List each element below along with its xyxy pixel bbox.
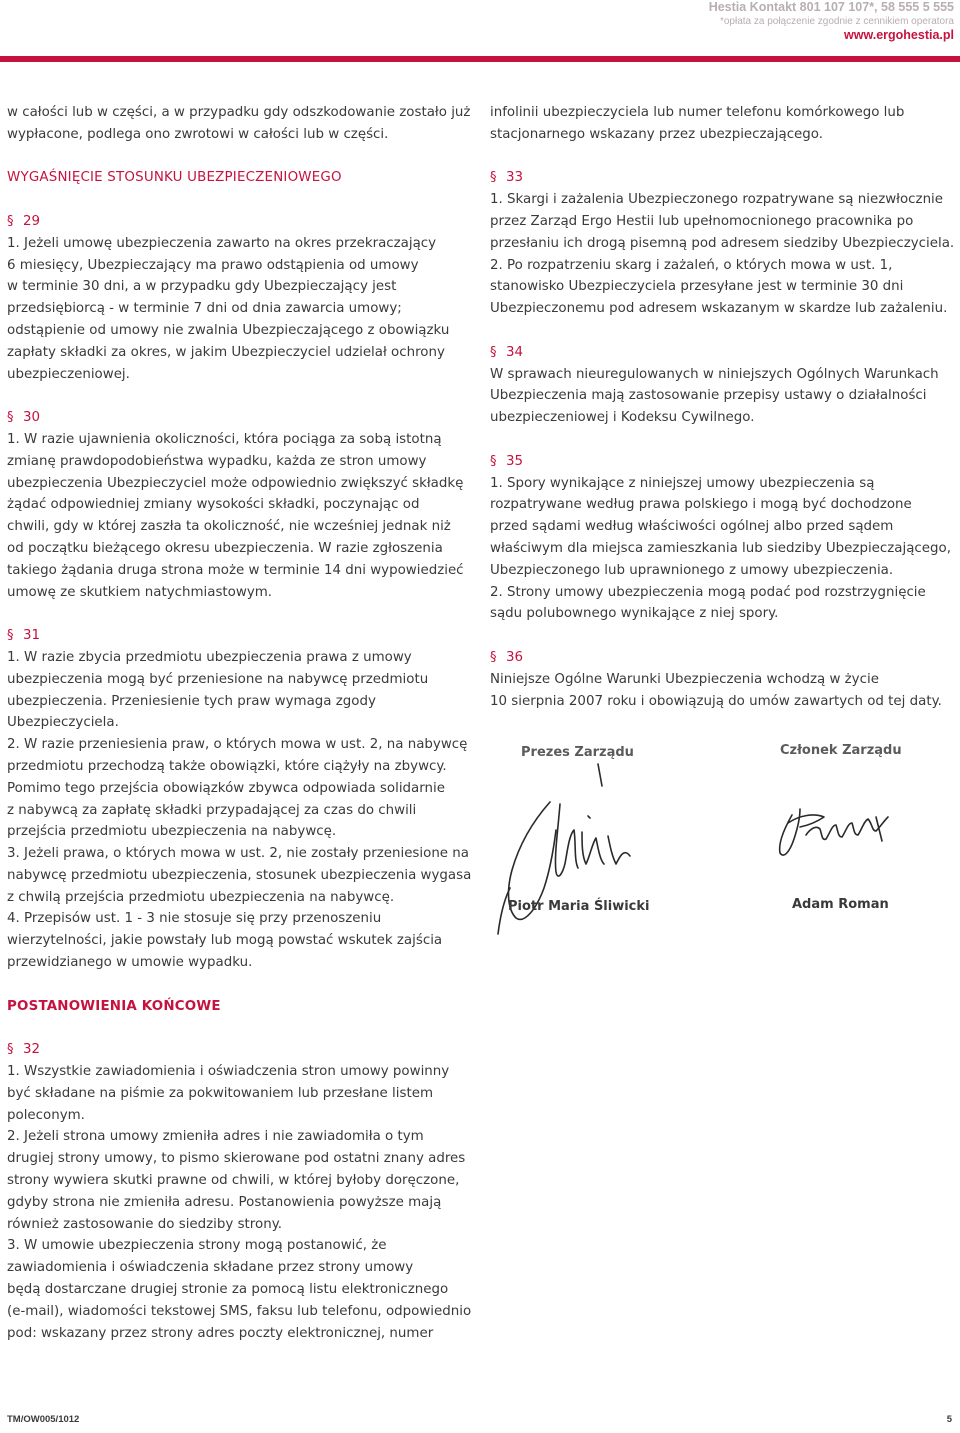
text-line: 6 miesięcy, Ubezpieczający ma prawo odstąpienia od umowy bbox=[7, 257, 419, 273]
paragraph-32-heading bbox=[7, 1039, 477, 1061]
text-line: zawiadomienia i oświadczenia składane przez strony umowy bbox=[7, 1260, 414, 1276]
paragraph-33-text bbox=[490, 189, 960, 320]
paragraph-31-text bbox=[7, 647, 477, 974]
paragraph-35-heading bbox=[490, 451, 960, 473]
paragraph-30-text bbox=[7, 429, 477, 603]
text-line: 3. W umowie ubezpieczenia strony mogą postanowić, że bbox=[7, 1238, 387, 1254]
section-title-final: POSTANOWIENIA KOŃCOWE bbox=[7, 998, 221, 1014]
text-line: przed sądami według właściwości ogólnej albo przed sądem bbox=[490, 519, 894, 535]
text-line: właściwym dla miejsca zamieszkania lub siedziby Ubezpieczającego, bbox=[490, 540, 951, 556]
hotline-text: Hestia Kontakt 801 107 107*, 58 555 5 555 bbox=[708, 0, 954, 14]
text-line: pod: wskazany przez strony adres poczty elektronicznej, numer bbox=[7, 1325, 434, 1341]
text-line: 1. Wszystkie zawiadomienia i oświadczenia stron umowy powinny bbox=[7, 1064, 450, 1080]
paragraph-35-text bbox=[490, 473, 960, 626]
text-line: drugiej strony umowy, to pismo skierowane pod ostatni znany adres bbox=[7, 1151, 466, 1167]
paragraph-32-text bbox=[7, 1061, 477, 1344]
text-line: nabywcę przedmiotu ubezpieczenia, stosunek ubezpieczenia wygasa bbox=[7, 867, 472, 883]
paragraph-34-heading bbox=[490, 342, 960, 364]
text-line: od początku bieżącego okresu ubezpieczenia. W razie zgłoszenia bbox=[7, 540, 443, 556]
text-line: z nabywcą za zapłatę składki przypadającej za czas do chwili bbox=[7, 802, 417, 818]
text-line: 1. W razie ujawnienia okoliczności, która pociąga za sobą istotną bbox=[7, 431, 442, 447]
paragraph-30-number: 30 bbox=[23, 410, 41, 426]
text-line: w terminie 30 dni, a w przypadku gdy Ubezpieczający jest bbox=[7, 279, 397, 295]
section-sign-icon: § bbox=[7, 410, 14, 426]
text-line: 1. Jeżeli umowę ubezpieczenia zawarto na okres przekraczający bbox=[7, 235, 437, 251]
section-sign-icon: § bbox=[490, 649, 497, 665]
text-line: gdyby strona nie zmieniła adresu. Postanowienia powyższe mają bbox=[7, 1194, 442, 1210]
signature-name-board-member: Adam Roman bbox=[792, 897, 889, 912]
paragraph-34-number: 34 bbox=[506, 344, 524, 360]
text-line: 2. Strony umowy ubezpieczenia mogą podać pod rozstrzygnięcie bbox=[490, 584, 926, 600]
paragraph-36-heading bbox=[490, 647, 960, 669]
text-line: przedmiotu przechodzą także obowiązki, które ciążyły na zbywcy. bbox=[7, 758, 447, 774]
text-line: ubezpieczenia mogą być przeniesione na nabywcę przedmiotu bbox=[7, 671, 429, 687]
text-line: stanowisko Ubezpieczyciela przesyłane jest w terminie 30 dni bbox=[490, 279, 904, 295]
text-line: żądać odpowiedniej zmiany wysokości składki, poczynając od bbox=[7, 497, 420, 513]
text-line: Ubezpieczyciela. bbox=[7, 715, 119, 731]
text-line: 4. Przepisów ust. 1 - 3 nie stosuje się przy przenoszeniu bbox=[7, 911, 382, 927]
text-line: w całości lub w części, a w przypadku gdy odszkodowanie zostało już bbox=[7, 105, 471, 120]
text-line: przez Zarząd Ergo Hestii lub upełnomocnionego pracownika po bbox=[490, 213, 914, 229]
paragraph-29-heading bbox=[7, 211, 477, 233]
text-line: rozpatrywane według prawa polskiego i mogą być dochodzone bbox=[490, 497, 912, 513]
text-line: ubezpieczenia. Przeniesienie tych praw wymaga zgody bbox=[7, 693, 376, 709]
text-line: Pomimo tego przejścia obowiązków zbywca odpowiada solidarnie bbox=[7, 780, 445, 796]
document-code: TM/OW005/1012 bbox=[7, 1414, 80, 1425]
right-intro bbox=[490, 102, 960, 146]
signature-title-president: Prezes Zarządu bbox=[521, 745, 634, 760]
text-line: takiego żądania druga strona może w terminie 14 dni wypowiedzieć bbox=[7, 562, 464, 578]
text-line: zapłaty składki za okres, w jakim Ubezpieczyciel udzielał ochrony bbox=[7, 344, 445, 360]
section-sign-icon: § bbox=[490, 170, 497, 186]
text-line: Niniejsze Ogólne Warunki Ubezpieczenia wchodzą w życie bbox=[490, 671, 879, 687]
paragraph-31-number: 31 bbox=[23, 628, 41, 644]
paragraph-36-text bbox=[490, 669, 960, 713]
text-line: przewidzianego w umowie wypadku. bbox=[7, 955, 253, 971]
paragraph-29-text bbox=[7, 233, 477, 386]
signature-board-member-image bbox=[770, 795, 900, 865]
text-line: infolinii ubezpieczyciela lub numer telefonu komórkowego lub bbox=[490, 105, 905, 120]
paragraph-30-heading bbox=[7, 407, 477, 429]
section-sign-icon: § bbox=[7, 213, 14, 229]
text-line: umowę ze skutkiem natychmiastowym. bbox=[7, 584, 273, 600]
paragraph-29-number: 29 bbox=[23, 213, 41, 229]
text-line: również zastosowanie do siedziby strony. bbox=[7, 1216, 282, 1232]
text-line: 1. W razie zbycia przedmiotu ubezpieczenia prawa z umowy bbox=[7, 649, 412, 665]
text-line: 3. Jeżeli prawa, o których mowa w ust. 2, nie zostały przeniesione na bbox=[7, 846, 469, 862]
text-line: ubezpieczenia Ubezpieczyciel może odpowiednio zwiększyć składkę bbox=[7, 475, 464, 491]
header-rule bbox=[0, 56, 960, 62]
paragraph-36-number: 36 bbox=[506, 649, 524, 665]
left-column bbox=[7, 102, 477, 1344]
section-sign-icon: § bbox=[490, 344, 497, 360]
text-line: 1. Skargi i zażalenia Ubezpieczonego rozpatrywane są niezwłocznie bbox=[490, 192, 944, 208]
text-line: z chwilą przejścia przedmiotu ubezpieczenia na nabywcę. bbox=[7, 889, 395, 905]
paragraph-33-heading bbox=[490, 167, 960, 189]
text-line: 1. Spory wynikające z niniejszej umowy ubezpieczenia są bbox=[490, 475, 875, 491]
text-line: Ubezpieczenia mają zastosowanie przepisy ustawy o działalności bbox=[490, 388, 927, 404]
paragraph-35-number: 35 bbox=[506, 453, 524, 469]
page-header bbox=[709, 0, 954, 43]
section-title-expiry: WYGAŚNIĘCIE STOSUNKU UBEZPIECZENIOWEGO bbox=[7, 170, 342, 186]
paragraph-34-text bbox=[490, 364, 960, 429]
text-line: będą dostarczane drugiej stronie za pomocą listu elektronicznego bbox=[7, 1282, 449, 1298]
text-line: (e-mail), wiadomości tekstowej SMS, faksu lub telefonu, odpowiednio bbox=[7, 1303, 472, 1319]
text-line: wierzytelności, jakie powstały lub mogą powstać wskutek zajścia bbox=[7, 933, 443, 949]
text-line: być składane na piśmie za pokwitowaniem lub przesłane listem bbox=[7, 1085, 433, 1101]
text-line: Ubezpieczonego lub uprawnionego z umowy ubezpieczenia. bbox=[490, 562, 894, 578]
text-line: poleconym. bbox=[7, 1107, 85, 1123]
text-line: ubezpieczeniowej. bbox=[7, 366, 130, 382]
text-line: przejścia przedmiotu ubezpieczenia na nabywcę. bbox=[7, 824, 337, 840]
paragraph-32-number: 32 bbox=[23, 1042, 41, 1058]
hotline-footnote: *opłata za połączenie zgodnie z cennikiem operatora bbox=[719, 16, 954, 27]
page-number: 5 bbox=[946, 1414, 952, 1425]
left-intro bbox=[7, 102, 477, 146]
section-sign-icon: § bbox=[7, 628, 14, 644]
section-sign-icon: § bbox=[7, 1042, 14, 1058]
signature-title-board-member: Członek Zarządu bbox=[780, 743, 902, 758]
text-line: stacjonarnego wskazany przez ubezpieczającego. bbox=[490, 126, 824, 142]
text-line: przesłaniu ich drogą pisemną pod adresem siedziby Ubezpieczyciela. bbox=[490, 235, 955, 251]
text-line: strony wywiera skutki prawne od chwili, w której byłoby doręczone, bbox=[7, 1173, 460, 1189]
paragraph-31-heading bbox=[7, 625, 477, 647]
signature-name-president: Piotr Maria Śliwicki bbox=[508, 899, 650, 914]
text-line: 2. Jeżeli strona umowy zmieniła adres i nie zawiadomiła o tym bbox=[7, 1129, 424, 1145]
text-line: wypłacone, podlega ono zwrotowi w całości lub w części. bbox=[7, 126, 389, 142]
text-line: zmianę prawdopodobieństwa wypadku, każda ze stron umowy bbox=[7, 453, 427, 469]
text-line: chwili, gdy w której zaszła ta okoliczność, nie wcześniej jednak niż bbox=[7, 519, 451, 535]
text-line: sądu polubownego wynikające z niej spory. bbox=[490, 606, 779, 622]
text-line: 10 sierpnia 2007 roku i obowiązują do umów zawartych od tej daty. bbox=[490, 693, 942, 709]
right-column bbox=[490, 102, 960, 712]
paragraph-33-number: 33 bbox=[506, 170, 524, 186]
website-link[interactable]: www.ergohestia.pl bbox=[844, 28, 954, 42]
section-sign-icon: § bbox=[490, 453, 497, 469]
text-line: odstąpienie od umowy nie zwalnia Ubezpieczającego z obowiązku bbox=[7, 322, 450, 338]
text-line: przedsiębiorcą - w terminie 7 dni od dnia zawarcia umowy; bbox=[7, 301, 402, 317]
text-line: W sprawach nieuregulowanych w niniejszych Ogólnych Warunkach bbox=[490, 366, 939, 382]
text-line: 2. Po rozpatrzeniu skarg i zażaleń, o których mowa w ust. 1, bbox=[490, 257, 893, 273]
text-line: 2. W razie przeniesienia praw, o których mowa w ust. 2, na nabywcę bbox=[7, 737, 468, 753]
text-line: Ubezpieczonemu pod adresem wskazanym w skardze lub zażaleniu. bbox=[490, 301, 948, 317]
text-line: ubezpieczeniowej i Kodeksu Cywilnego. bbox=[490, 410, 755, 426]
